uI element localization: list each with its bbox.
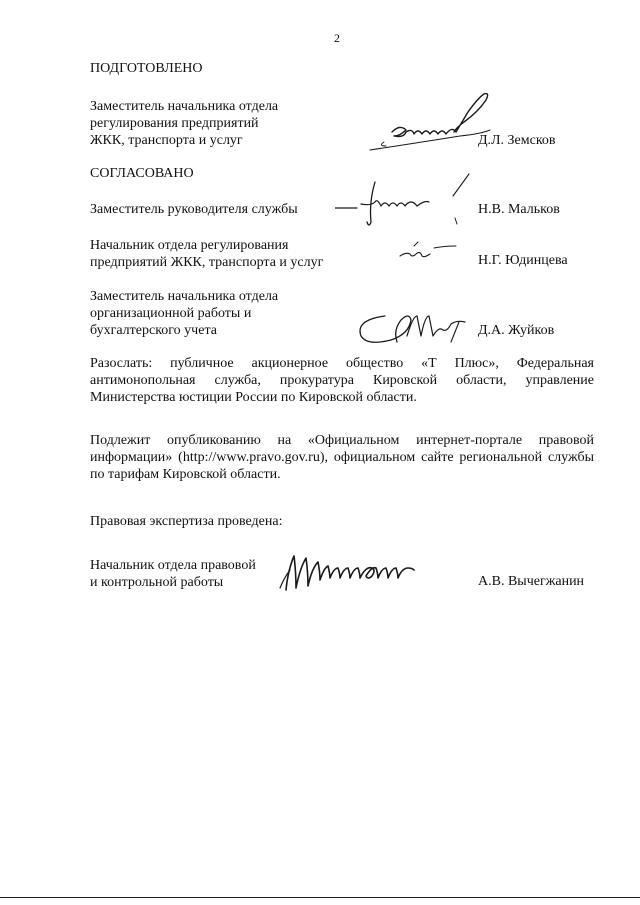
agreed-name: Н.Г. Юдинцева [478,253,568,268]
prepared-name: Д.Л. Земсков [478,133,556,148]
signature-yudintseva [380,238,470,268]
prepared-position-line: ЖКК, транспорта и услуг [90,133,243,148]
agreed-position-line: бухгалтерского учета [90,323,217,338]
signature-zemskov [360,92,520,162]
agreed-position [90,237,323,271]
publication-paragraph: Подлежит опубликованию на «Официальном интернет-портале правовой информации» (http://www.pravo.gov.ru), официальном сайте региональной службы по тарифам Кировской области. [90,433,594,482]
prepared-heading: ПОДГОТОВЛЕНО [90,61,203,76]
agreed-heading: СОГЛАСОВАНО [90,166,194,181]
agreed-position-line: Начальник отдела регулирования [90,238,289,253]
agreed-position-line: Заместитель руководителя службы [90,202,298,217]
prepared-position-line: Заместитель начальника отдела [90,99,279,114]
agreed-position-line: предприятий ЖКК, транспорта и услуг [90,255,324,270]
legal-review-position [90,557,256,591]
distribution-paragraph: Разослать: публичное акционерное общество «Т Плюс», Федеральная антимонопольная служба, прокуратура Кировской области, управление Министерства юстиции России по Кировской области. [90,356,594,405]
legal-review-position-line: и контрольной работы [90,575,224,590]
agreed-name: Д.А. Жуйков [478,323,555,338]
agreed-position-line: Заместитель начальника отдела [90,289,279,304]
legal-review-position-line: Начальник отдела правовой [90,558,256,573]
prepared-position [90,98,278,149]
agreed-position-line: организационной работы и [90,306,252,321]
footer-rule [0,897,640,898]
agreed-position [90,201,298,218]
legal-review-name: А.В. Вычегжанин [478,574,585,589]
agreed-name: Н.В. Мальков [478,202,560,217]
signature-malkov [335,172,475,234]
legal-review-statement: Правовая экспертиза проведена: [90,514,283,529]
signature-vychegzhanin [272,548,472,596]
agreed-position [90,288,278,339]
signature-zhuykov [355,306,475,348]
page-number: 2 [334,31,340,45]
prepared-position-line: регулирования предприятий [90,116,259,131]
